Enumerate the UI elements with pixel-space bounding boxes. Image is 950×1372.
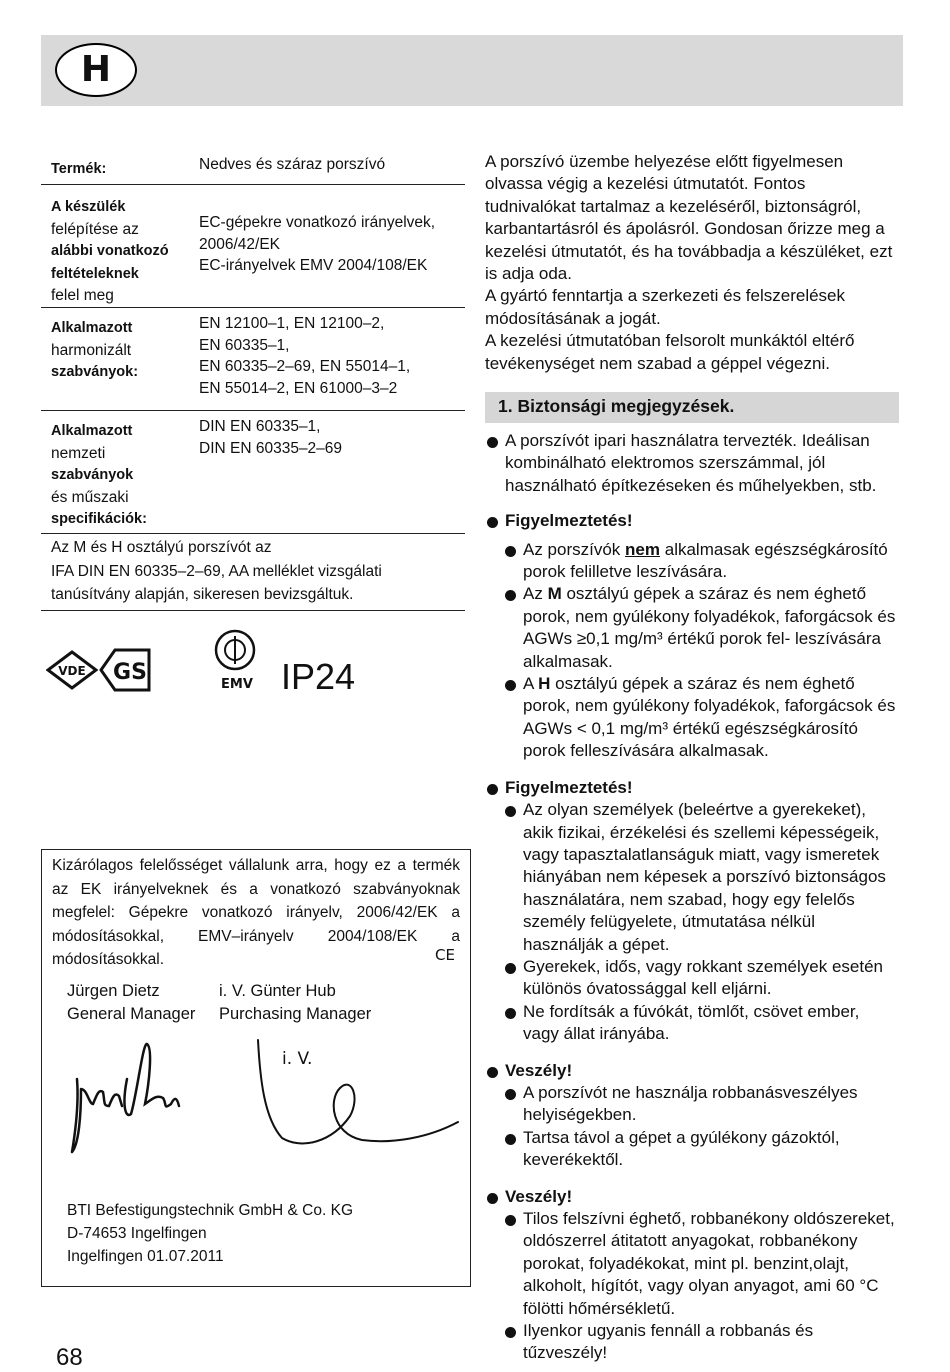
warning-heading: Figyelmeztetés! [485,510,899,532]
bullet-icon [505,963,516,974]
bullet-icon [505,680,516,691]
list-item: Tartsa távol a gépet a gyúlékony gázoktól, keverékektől. [485,1127,899,1172]
svg-text:EMV: EMV [221,677,253,692]
bullet-icon [505,1327,516,1338]
spec-value: DIN EN 60335–1, DIN EN 60335–2–69 [199,418,343,457]
safety-notes [485,430,899,1365]
spec-row-conformity [41,185,465,308]
list-item: Az olyan személyek (beleértve a gyerekeket), akik fizikai, érzékelési és szellemi képességeik, vagy tapasztalatlanságuk miatt, vagy ismeretek hiányában nem képesek a porszívó biztonságos használatára, nem szabad, hogy egy felelős személy felügyelete, útmutatása nélkül használják a gépet. [485,799,899,956]
signer-1: Jürgen Dietz General Manager [67,982,196,1023]
svg-text:GS: GS [113,660,147,685]
ce-mark: CE [435,946,455,964]
spec-label: Termék: [51,161,107,177]
spec-row-national [41,411,465,534]
bullet-icon [505,806,516,817]
danger-heading: Veszély! [485,1060,899,1082]
intro-text: A porszívó üzembe helyezése előtt figyelmesen olvassa végig a kezelési útmutatót. Fontos tudnivalókat tartalmaz a kezeléséről, biztonságról, karbantartásról és ápolásról. Gondosan őrizze meg a kezelési útmutatót, és ha továbbadja a készüléket, ezt is adja oda. A gyártó fenntartja a szerkezeti és felszerelések módosításának a jogát. A kezelési útmutatóban felsorolt munkáktól eltérő tevékenységet nem szabad a géppel végezni. [485,152,893,373]
signer-2: i. V. Günter Hub Purchasing Manager [219,982,372,1023]
bullet-icon [505,546,516,557]
bullet-icon [505,590,516,601]
bullet-icon [487,517,498,528]
gs-mark-icon [99,648,151,692]
spec-row-product [41,148,465,185]
bullet-icon [505,1089,516,1100]
bullet-icon [487,784,498,795]
divider [41,610,465,611]
spec-value: Nedves és száraz porszívó [199,156,386,173]
vde-logo-icon [46,650,98,690]
section-header [485,392,899,423]
list-item: A H osztályú gépek a száraz és nem éghető porok, nem gyúlékony folyadékok, faforgácsok és AGWs < 0,1 mg/m³ értékű egészségkárosító porok felleszívására alkalmasak. [485,673,899,763]
list-item: Ilyenkor ugyanis fennáll a robbanás és tűzveszély! [485,1320,899,1365]
list-item: Tilos felszívni éghető, robbanékony oldószereket, oldószerrel átitatott anyagokat, robbanékony porokat, folyadékokat, mint pl. benzint,olajt, alkoholt, hígítót, vagy olyan anyagot, ami 60 °C fölötti hőmérsékletű. [485,1208,899,1320]
list-item: Az M osztályú gépek a száraz és nem éghető porok, nem gyúlékony folyadékok, faforgácsok és AGWs ≥0,1 mg/m³ értékű porok fel- leszívására alkalmasak. [485,583,899,673]
signature-1-icon [67,1034,197,1164]
test-statement: Az M és H osztályú porszívót az IFA DIN EN 60335–2–69, AA melléklet vizsgálati tanúsítvány alapján, sikeresen bevizsgáltuk. [51,539,382,603]
bullet-icon [505,1215,516,1226]
svg-text:VDE: VDE [58,664,86,678]
company-info: BTI Befestigungstechnik GmbH & Co. KG D-74653 Ingelfingen Ingelfingen 01.07.2011 [67,1202,354,1265]
bullet-icon [505,1008,516,1019]
spec-label: Alkalmazott nemzeti szabványok és műszaki specifikációk: [51,423,147,527]
page-number: 68 [56,1344,83,1371]
section-title: 1. Biztonsági megjegyzések. [498,396,735,416]
bullet-icon [505,1134,516,1145]
danger-heading: Veszély! [485,1186,899,1208]
bullet-icon [487,1193,498,1204]
country-code-badge: H [55,43,137,97]
spec-row-harmonized [41,308,465,411]
signature-2-icon [252,1038,472,1158]
list-item: Ne fordítsák a fúvókát, tömlőt, csövet ember, vagy állat irányába. [485,1001,899,1046]
spec-label: A készülék felépítése az alábbi vonatkozó feltételeknek felel meg [51,199,169,304]
spec-label: Alkalmazott harmonizált szabványok: [51,320,139,380]
list-item: A porszívót ne használja robbanásveszélyes helyiségekben. [485,1082,899,1127]
bullet-icon [487,437,498,448]
header-bar [41,35,903,106]
list-item: Az porszívók nem alkalmasak egészségkárosító porok felilletve leszívására. [485,539,899,584]
spec-value: EN 12100–1, EN 12100–2, EN 60335–1, EN 60335–2–69, EN 55014–1, EN 55014–2, EN 61000–3–2 [199,315,411,397]
warning-heading: Figyelmeztetés! [485,777,899,799]
spec-value: EC-gépekre vonatkozó irányelvek, 2006/42/EK EC-irányelvek EMV 2004/108/EK [199,214,436,274]
vde-emv-logo-icon [209,628,265,692]
spec-table [41,148,465,534]
declaration-text: Kizárólagos felelősséget vállalunk arra, hogy ez a termék az EK irányelveknek és a vonatkozó szabványoknak megfelel: Gépekre vonatkozó irányelv, 2006/42/EK a módosításokkal, EMV–irányelv 2004/108/EK a módosításokkal. [52,857,460,968]
signature-2-text: i. V. [282,1049,313,1069]
bullet-icon [487,1067,498,1078]
list-item: A porszívót ipari használatra tervezték. Ideálisan kombinálható elektromos szerszámmal, jól használható építkezéseken és műhelyekben, stb. [485,430,899,497]
list-item: Gyerekek, idős, vagy rokkant személyek esetén különös óvatossággal kell eljárni. [485,956,899,1001]
ip-rating: IP24 [281,656,356,697]
